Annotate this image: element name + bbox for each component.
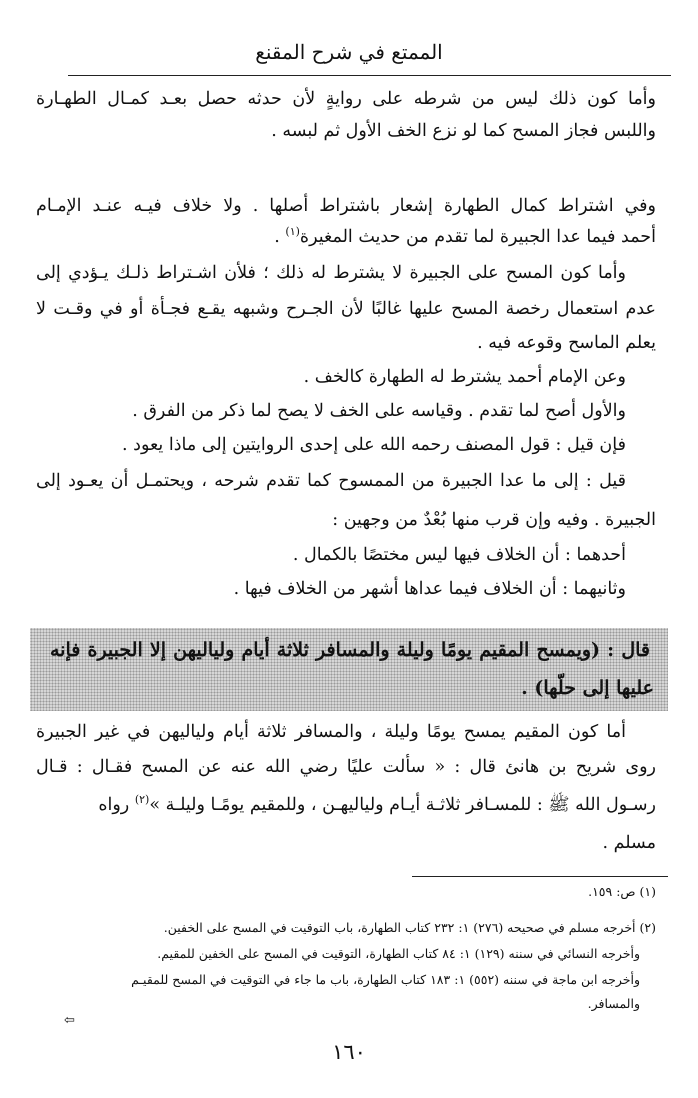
footnote-2-line: وأخرجه النسائي في سننه (١٢٩) ١: ٨٤ كتاب الطهارة، التوقيت في المسح على الخفين للمقيم. <box>157 946 640 961</box>
continuation-arrow-icon: ⇦ <box>64 1013 75 1028</box>
text-line: وأما كون ذلك ليس من شرطه على روايةٍ لأن حدثه حصل بعـد كمـال الطهـارة <box>36 89 656 109</box>
text-line: والأول أصح لما تقدم . وقياسه على الخف لا يصح لما ذكر من الفرق . <box>132 401 626 421</box>
text-line: الجبيرة . وفيه وإن قرب منها بُعْدٌ من وجهين : <box>332 510 656 530</box>
footnote-2: (٢) أخرجه مسلم في صحيحه (٢٧٦) ١: ٢٣٢ كتاب الطهارة، باب التوقيت في المسح على الخفين. <box>163 920 656 935</box>
footnote-2-line: وأخرجه ابن ماجة في سننه (٥٥٢) ١: ١٨٣ كتاب الطهارة، باب ما جاء في التوقيت في المسح للمقيـم <box>131 972 640 987</box>
text-line: عدم استعمال رخصة المسح عليها غالبًا لأن الجـرح وشبهه يقـع فجـأة أو في وقـت لا <box>36 299 656 319</box>
page-number: ١٦٠ <box>332 1040 366 1064</box>
footnote-ref-1: (١) <box>285 225 300 239</box>
text-line: فإن قيل : قول المصنف رحمه الله على إحدى الروايتين إلى ماذا يعود . <box>122 435 626 455</box>
line-text: رسـول الله ﷺ : للمسـافر ثلاثـة أيـام ولياليهـن ، وللمقيم يومًـا وليلـة » <box>149 795 656 815</box>
quote-line: عليها إلى حلّها) . <box>521 677 654 699</box>
text-line: واللبس فجاز المسح كما لو نزع الخف الأول ثم لبسه . <box>271 121 656 141</box>
text-line: وثانيهما : أن الخلاف فيما عداها أشهر من الخلاف فيها . <box>233 579 626 599</box>
line-end: . <box>274 227 286 247</box>
text-line: وعن الإمام أحمد يشترط له الطهارة كالخف . <box>303 367 626 387</box>
footnote-ref-2: (٢) <box>134 793 150 807</box>
text-line: قيل : إلى ما عدا الجبيرة من الممسوح كما تقدم شرحه ، ويحتمـل أن يعـود إلى <box>36 471 626 491</box>
footnote-1: (١) ص: ١٥٩. <box>588 884 656 899</box>
text-line: يعلم الماسح وقوعه فيه . <box>477 333 656 353</box>
line-end: رواه <box>98 795 135 815</box>
text-line: روى شريح بن هانئ قال : « سألت عليًا رضي الله عنه عن المسح فقـال : قـال <box>36 757 656 777</box>
text-line: وفي اشتراط كمال الطهارة إشعار باشتراط أصلها . ولا خلاف فيـه عنـد الإمـام <box>36 196 656 216</box>
text-line <box>36 222 656 252</box>
footnote-2-line: والمسافر. <box>587 996 640 1011</box>
text-line <box>36 790 656 820</box>
header-rule <box>68 75 671 76</box>
quote-line: قال : (ويمسح المقيم يومًا وليلة والمسافر ثلاثة أيام ولياليهن إلا الجبيرة فإنه <box>50 639 650 661</box>
line-text: أحمد فيما عدا الجبيرة لما تقدم من حديث المغيرة <box>299 227 656 247</box>
text-line: أحدهما : أن الخلاف فيها ليس مختصًا بالكمال . <box>292 545 626 565</box>
text-line: وأما كون المسح على الجبيرة لا يشترط له ذلك ؛ فلأن اشـتراط ذلـك يـؤدي إلى <box>36 263 626 283</box>
text-line: أما كون المقيم يمسح يومًا وليلة ، والمسافر ثلاثة أيام ولياليهن في غير الجبيرة <box>36 722 626 742</box>
text-line: مسلم . <box>602 833 656 853</box>
footnote-rule <box>412 876 668 877</box>
running-header: الممتع في شرح المقنع <box>255 40 443 64</box>
